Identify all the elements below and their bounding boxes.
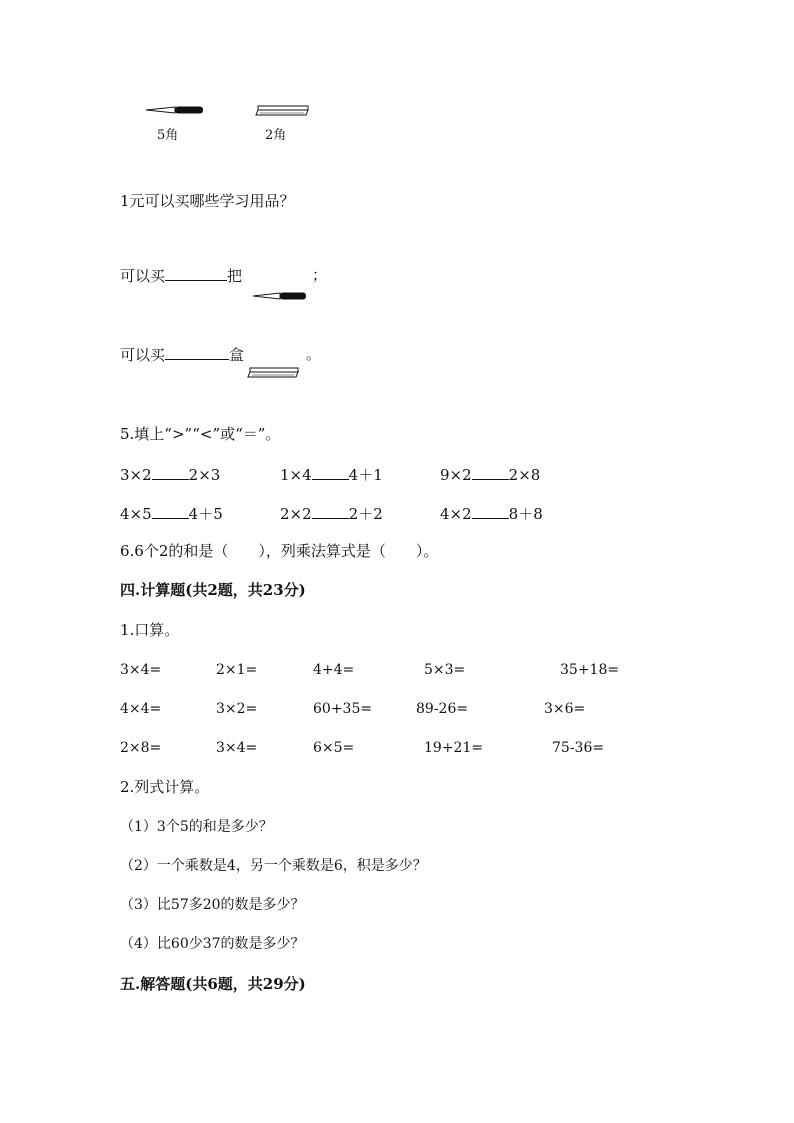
- compare-right: 2×8: [508, 466, 541, 484]
- oral-calc-item: 35+18=: [560, 662, 620, 678]
- compare-blank[interactable]: [472, 505, 509, 519]
- section5-title: 五.解答题(共6题，共29分): [120, 975, 306, 993]
- oral-calc-item: 4+4=: [313, 662, 355, 678]
- list-item: （4）比60少37的数是多少？: [120, 936, 305, 952]
- section4-q2-title: 2.列式计算。: [120, 778, 210, 796]
- knife-icon: [252, 290, 308, 302]
- compare-left: 4×2: [440, 505, 472, 523]
- compare-left: 9×2: [440, 466, 472, 484]
- list-item: （3）比57多20的数是多少？: [120, 897, 305, 913]
- compare-item: [440, 466, 540, 483]
- compare-right: 8＋8: [508, 505, 543, 523]
- compare-item: [280, 466, 383, 483]
- list-item: （2）一个乘数是4，另一个乘数是6，积是多少？: [120, 858, 427, 874]
- oral-calc-item: 3×6=: [544, 701, 586, 717]
- q4-line2-unit: 盒: [229, 346, 245, 364]
- q4-line1-unit: 把: [227, 267, 243, 285]
- q4-line1-end: ；: [312, 266, 328, 284]
- pencil-box-icon: [256, 105, 312, 117]
- compare-left: 1×4: [280, 466, 312, 484]
- oral-calc-item: 3×4=: [120, 662, 162, 678]
- q6-text: 6.6个2的和是（ ），列乘法算式是（ ）。: [120, 542, 439, 560]
- knife-price: 5角: [157, 128, 179, 143]
- compare-right: 4＋5: [188, 505, 223, 523]
- compare-item: [280, 505, 383, 522]
- compare-blank[interactable]: [152, 505, 189, 519]
- compare-blank[interactable]: [152, 466, 189, 480]
- oral-calc-item: 3×2=: [216, 701, 258, 717]
- q5-title: 5.填上“>”“<”或“＝”。: [120, 425, 281, 443]
- q4-line2-prefix: 可以买: [120, 346, 166, 364]
- q4-line2-end: 。: [306, 345, 322, 363]
- oral-calc-item: 2×8=: [120, 740, 162, 756]
- oral-calc-item: 75-36=: [552, 740, 605, 756]
- q4-line2: [120, 346, 244, 363]
- oral-calc-item: 3×4=: [216, 740, 258, 756]
- compare-right: 2×3: [188, 466, 221, 484]
- oral-calc-item: 19+21=: [424, 740, 484, 756]
- oral-calc-item: 60+35=: [313, 701, 373, 717]
- oral-calc-item: 89-26=: [416, 701, 469, 717]
- compare-item: [120, 466, 220, 483]
- compare-left: 4×5: [120, 505, 152, 523]
- q4-blank-2[interactable]: [165, 346, 229, 360]
- list-item: （1）3个5的和是多少？: [120, 819, 273, 835]
- compare-left: 3×2: [120, 466, 152, 484]
- compare-item: [120, 505, 223, 522]
- compare-right: 2＋2: [348, 505, 383, 523]
- compare-blank[interactable]: [312, 505, 349, 519]
- q4-blank-1[interactable]: [165, 267, 227, 281]
- oral-calc-item: 5×3=: [424, 662, 466, 678]
- pencil-box-icon: [248, 367, 302, 379]
- compare-left: 2×2: [280, 505, 312, 523]
- knife-icon: [145, 104, 205, 116]
- q4-line1-prefix: 可以买: [120, 267, 166, 285]
- compare-blank[interactable]: [312, 466, 349, 480]
- compare-item: [440, 505, 543, 522]
- compare-blank[interactable]: [472, 466, 509, 480]
- box-price: 2角: [265, 128, 287, 143]
- compare-right: 4＋1: [348, 466, 383, 484]
- q4-question: 1元可以买哪些学习用品？: [120, 192, 295, 210]
- oral-calc-item: 4×4=: [120, 701, 162, 717]
- oral-calc-item: 2×1=: [216, 662, 258, 678]
- q4-line1: [120, 267, 242, 284]
- section4-q1-title: 1.口算。: [120, 621, 180, 639]
- oral-calc-item: 6×5=: [313, 740, 355, 756]
- section4-title: 四.计算题(共2题，共23分): [120, 581, 306, 599]
